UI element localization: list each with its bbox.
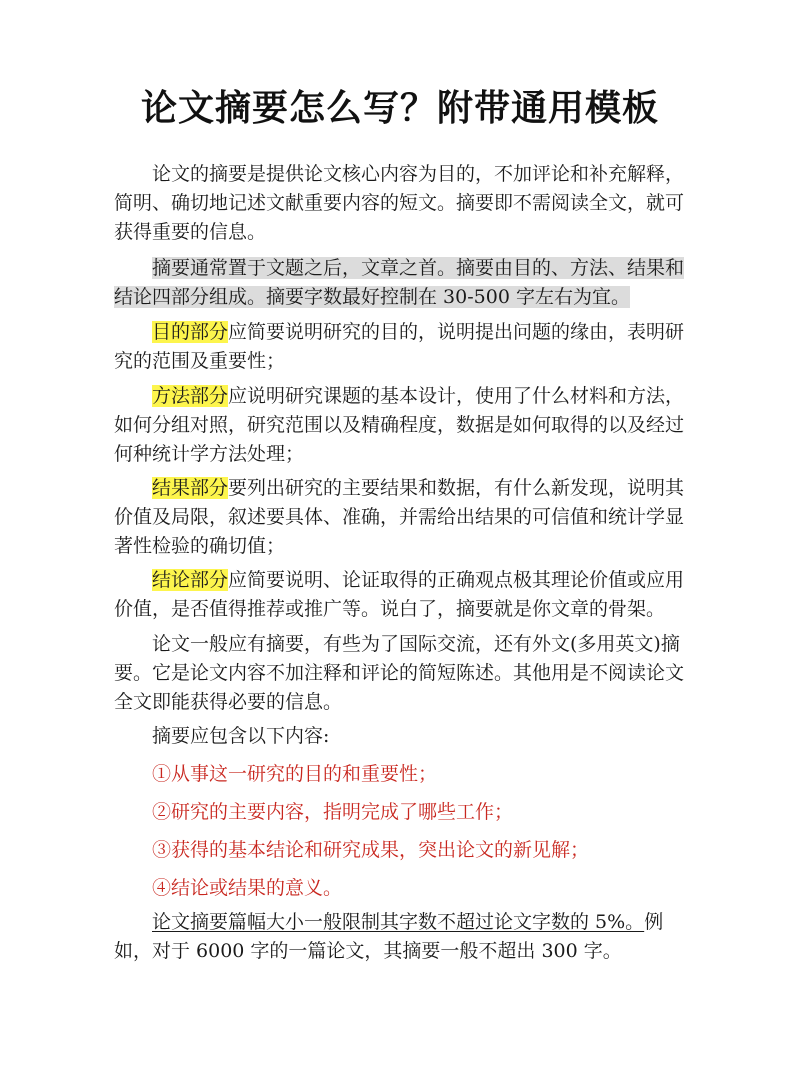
content-item: ②研究的主要内容，指明完成了哪些工作； [152,801,514,823]
section-purpose [114,318,690,376]
section-label: 结果部分 [152,477,229,499]
section-text: 应说明研究课题的基本设计，使用了什么材料和方法，如何分组对照，研究范围以及精确程度，数据是如何取得的以及经过何种统计学方法处理； [114,385,685,465]
foreign-abstract-paragraph: 论文一般应有摘要，有些为了国际交流，还有外文(多用英文)摘要。它是论文内容不加注释和评论的简短陈述。其他用是不阅读论文全文即能获得必要的信息。 [114,633,685,713]
section-result [114,474,690,561]
length-text: 例如，对于 6000 字的一篇论文，其摘要一般不超出 300 字。 [114,911,664,962]
intro-paragraph: 论文的摘要是提供论文核心内容为目的，不加评论和补充解释，简明、确切地记述文献重要内容的短文。摘要即不需阅读全文，就可获得重要的信息。 [114,163,685,243]
section-text: 应简要说明、论证取得的正确观点极其理论价值或应用价值，是否值得推荐或推广等。说白了，摘要就是你文章的骨架。 [114,569,685,620]
content-item: ①从事这一研究的目的和重要性； [152,763,438,785]
position-paragraph [114,254,690,312]
section-label: 目的部分 [152,321,229,343]
section-conclusion [114,566,690,624]
underlined-text: 论文摘要篇幅大小一般限制其字数不超过论文字数的 5%。 [152,911,645,933]
length-paragraph [114,908,690,966]
section-label: 方法部分 [152,385,229,407]
section-method [114,382,690,469]
section-label: 结论部分 [152,569,229,591]
content-item: ④结论或结果的意义。 [152,877,343,899]
section-text: 应简要说明研究的目的，说明提出问题的缘由，表明研究的范围及重要性； [114,321,685,372]
content-item: ③获得的基本结论和研究成果，突出论文的新见解； [152,839,590,861]
document-title: 论文摘要怎么写？附带通用模板 [140,87,659,129]
highlighted-text: 摘要通常置于文题之后，文章之首。摘要由目的、方法、结果和结论四部分组成。摘要字数最好控制在 30-500 字左右为宜。 [114,257,685,308]
contents-heading: 摘要应包含以下内容: [152,725,330,747]
section-text: 要列出研究的主要结果和数据，有什么新发现，说明其价值及局限，叙述要具体、准确，并需给出结果的可信值和统计学显著性检验的确切值； [114,477,685,557]
